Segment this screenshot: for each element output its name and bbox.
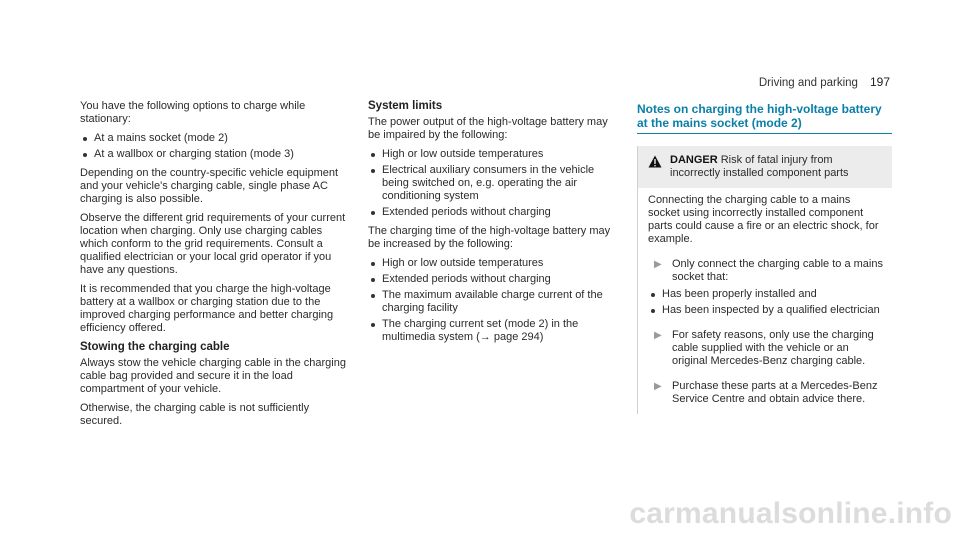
danger-body (638, 188, 892, 414)
list-item: Electrical auxiliary consumers in the vehicle being switched on, e.g. operating the air conditioning system (368, 164, 618, 203)
intro-text: You have the following options to charge while stationary: (80, 100, 306, 125)
section-title: Driving and parking (758, 77, 858, 89)
list-item: Extended periods without charging (368, 206, 618, 219)
arrow-right-icon: ▶ (654, 381, 662, 392)
instruction-step (648, 258, 884, 284)
section-heading: System limits (368, 100, 443, 112)
list-item: Has been inspected by a qualified electrician (648, 304, 884, 317)
column-left (80, 100, 350, 434)
paragraph: Depending on the country-specific vehicle equipment and your vehicle's charging cable, single phase AC charging is also possible. (80, 167, 339, 205)
danger-message (670, 154, 884, 180)
step-text: Only connect the charging cable to a mains socket that: (672, 258, 883, 283)
list-item: High or low outside temperatures (368, 148, 618, 161)
step-text: Purchase these parts at a Mercedes-Benz Service Centre and obtain advice there. (672, 380, 878, 405)
socket-requirements-list (648, 288, 884, 317)
section-heading: Stowing the charging cable (80, 341, 230, 353)
paragraph: The power output of the high-voltage battery may be impaired by the following: (368, 116, 608, 141)
paragraph: The charging time of the high-voltage battery may be increased by the following: (368, 225, 611, 250)
step-text: For safety reasons, only use the charging cable supplied with the vehicle or an original Mercedes-Benz charging cable. (672, 329, 874, 367)
page-header (759, 75, 890, 89)
list-item: High or low outside temperatures (368, 257, 618, 270)
column-middle (368, 100, 618, 350)
danger-box (637, 146, 892, 414)
notes-title: Notes on charging the high-voltage battery at the mains socket (mode 2) (637, 102, 892, 134)
paragraph: Always stow the vehicle charging cable in the charging cable bag provided and secure it in the load compartment of your vehicle. (80, 357, 346, 395)
arrow-right-icon: ▶ (654, 330, 662, 341)
paragraph: Otherwise, the charging cable is not sufficiently secured. (80, 402, 310, 427)
danger-header (638, 146, 892, 188)
list-item: Extended periods without charging (368, 273, 618, 286)
list-item: At a wallbox or charging station (mode 3) (80, 148, 350, 161)
list-item: At a mains socket (mode 2) (80, 132, 350, 145)
paragraph: Observe the different grid requirements of your current location when charging. Only use charging cables which conform to the grid requirements. Consult a qualified electrician or your local grid operator if you have any questions. (80, 212, 346, 276)
danger-word: DANGER (670, 154, 718, 166)
paragraph: It is recommended that you charge the high-voltage battery at a wallbox or charging station due to the improved charging performance and better charging efficiency offered. (80, 283, 334, 334)
paragraph: Connecting the charging cable to a mains socket using incorrectly installed component parts could cause a fire or an electric shock, for example. (648, 194, 879, 245)
list-item: Has been properly installed and (648, 288, 884, 301)
charging-time-list (368, 257, 618, 344)
list-item: The maximum available charge current of the charging facility (368, 289, 618, 315)
danger-text: Risk of fatal injury from incorrectly installed component parts (670, 154, 849, 179)
page-number: 197 (869, 75, 890, 89)
instruction-step (648, 380, 884, 406)
charging-options-list (80, 132, 350, 161)
power-limits-list (368, 148, 618, 219)
watermark: carmanualsonline.info (629, 497, 952, 530)
instruction-step (648, 329, 884, 368)
arrow-right-icon: ▶ (654, 259, 662, 270)
warning-triangle-icon (648, 155, 662, 180)
column-right (637, 100, 892, 414)
list-item: The charging current set (mode 2) in the multimedia system (→ page 294) (368, 318, 618, 344)
